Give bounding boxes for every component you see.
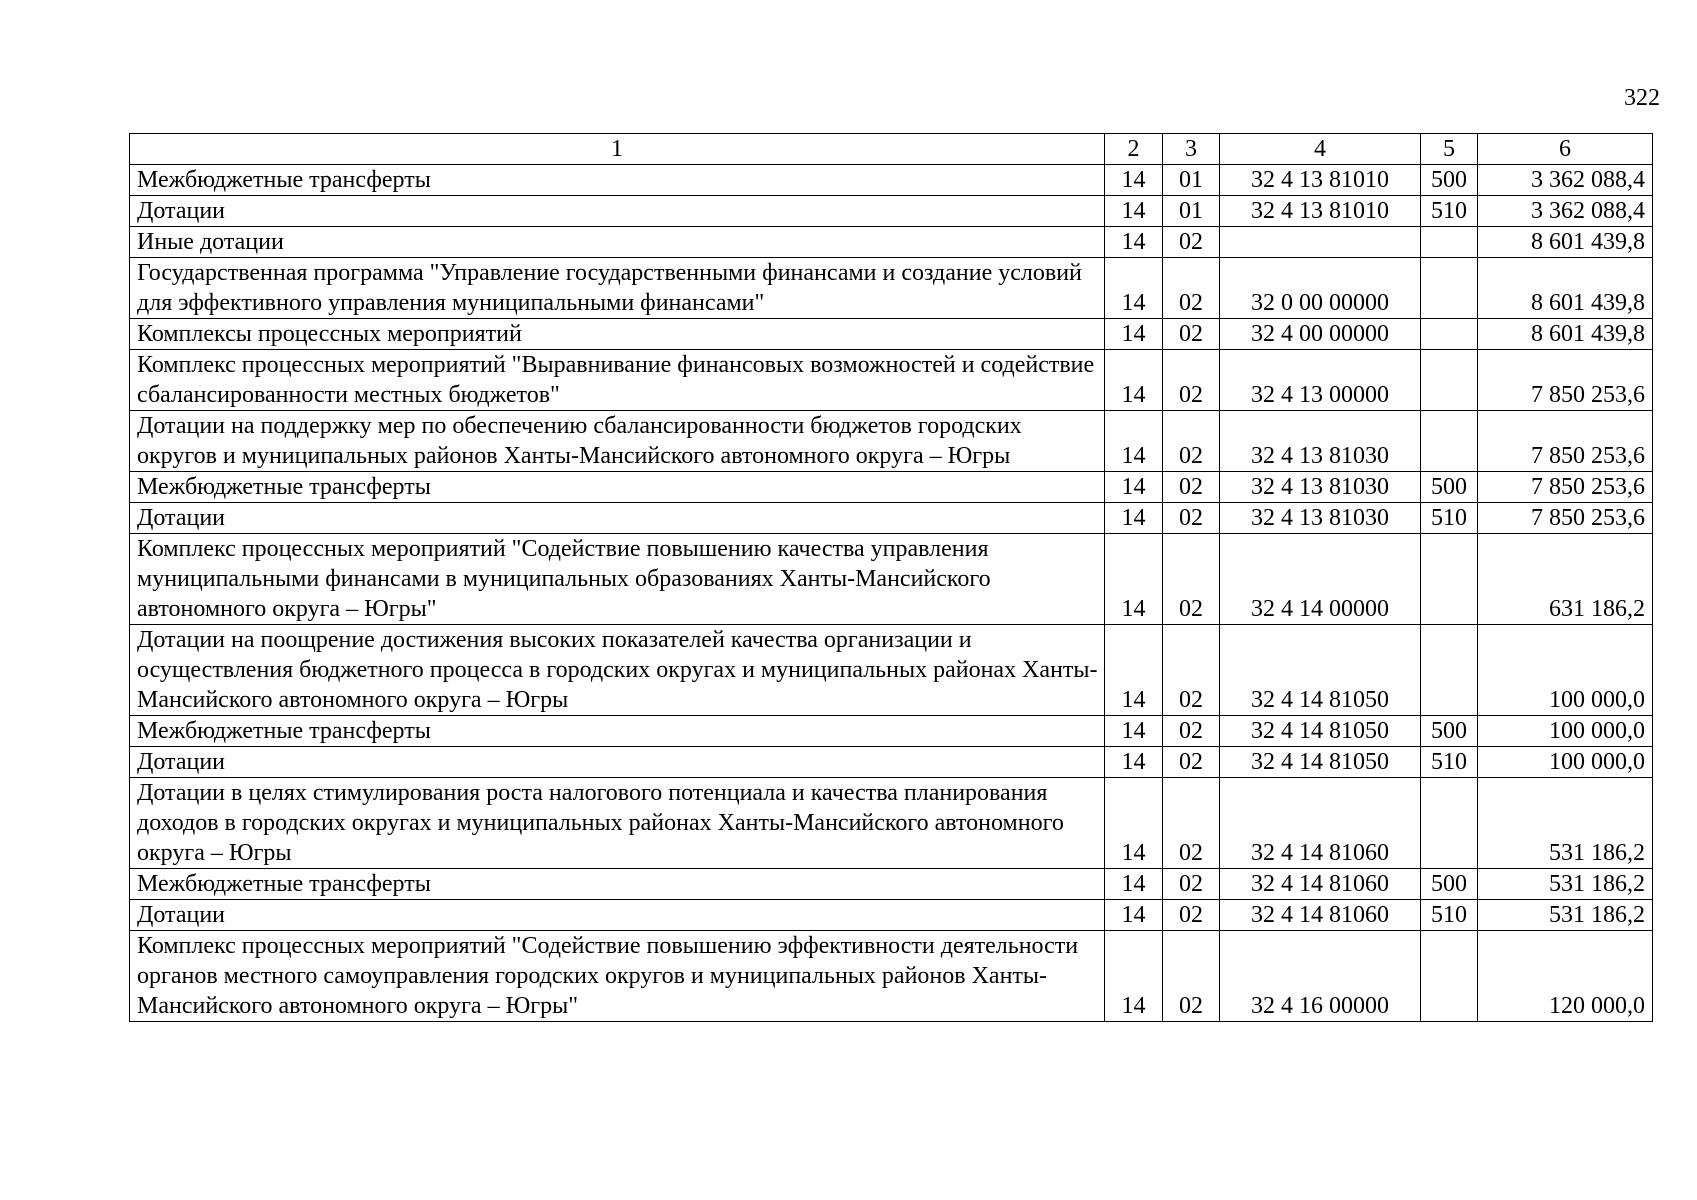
row-name-cell: Межбюджетные трансферты (130, 472, 1105, 503)
row-subsection-cell: 02 (1163, 534, 1220, 625)
row-amount-cell: 7 850 253,6 (1478, 472, 1653, 503)
row-name-cell: Государственная программа "Управление государственными финансами и создание условий для эффективного управления муниципальными финансами" (130, 258, 1105, 319)
row-subsection-cell: 02 (1163, 869, 1220, 900)
row-target-article-cell: 32 4 14 81050 (1220, 625, 1421, 716)
row-section-cell: 14 (1105, 900, 1163, 931)
header-col-4: 4 (1220, 134, 1421, 165)
row-amount-cell: 100 000,0 (1478, 747, 1653, 778)
row-target-article-cell: 32 0 00 00000 (1220, 258, 1421, 319)
row-target-article-cell: 32 4 14 00000 (1220, 534, 1421, 625)
row-expense-type-cell (1421, 534, 1478, 625)
row-amount-cell: 7 850 253,6 (1478, 411, 1653, 472)
table-row (130, 258, 1653, 319)
header-col-6: 6 (1478, 134, 1653, 165)
row-target-article-cell: 32 4 13 81010 (1220, 196, 1421, 227)
row-expense-type-cell: 510 (1421, 503, 1478, 534)
header-col-2: 2 (1105, 134, 1163, 165)
row-section-cell: 14 (1105, 625, 1163, 716)
row-target-article-cell: 32 4 00 00000 (1220, 319, 1421, 350)
row-target-article-cell: 32 4 14 81050 (1220, 716, 1421, 747)
row-section-cell: 14 (1105, 165, 1163, 196)
row-expense-type-cell (1421, 258, 1478, 319)
row-expense-type-cell (1421, 625, 1478, 716)
row-name-cell: Комплексы процессных мероприятий (130, 319, 1105, 350)
row-section-cell: 14 (1105, 747, 1163, 778)
row-amount-cell: 8 601 439,8 (1478, 319, 1653, 350)
table-row (130, 778, 1653, 869)
row-subsection-cell: 02 (1163, 258, 1220, 319)
row-name-cell: Межбюджетные трансферты (130, 716, 1105, 747)
row-section-cell: 14 (1105, 472, 1163, 503)
header-col-1: 1 (130, 134, 1105, 165)
row-section-cell: 14 (1105, 350, 1163, 411)
row-expense-type-cell (1421, 778, 1478, 869)
table-row (130, 319, 1653, 350)
row-target-article-cell: 32 4 14 81060 (1220, 778, 1421, 869)
row-amount-cell: 8 601 439,8 (1478, 258, 1653, 319)
row-amount-cell: 100 000,0 (1478, 716, 1653, 747)
row-name-cell: Дотации на поддержку мер по обеспечению сбалансированности бюджетов городских округов и муниципальных районов Ханты-Мансийского автономного округа – Югры (130, 411, 1105, 472)
row-subsection-cell: 02 (1163, 747, 1220, 778)
row-name-cell: Дотации в целях стимулирования роста налогового потенциала и качества планирования доходов в городских округах и муниципальных районах Ханты-Мансийского автономного округа – Югры (130, 778, 1105, 869)
row-target-article-cell: 32 4 13 81010 (1220, 165, 1421, 196)
row-amount-cell: 100 000,0 (1478, 625, 1653, 716)
row-amount-cell: 7 850 253,6 (1478, 503, 1653, 534)
row-section-cell: 14 (1105, 411, 1163, 472)
row-section-cell: 14 (1105, 503, 1163, 534)
row-subsection-cell: 02 (1163, 503, 1220, 534)
row-subsection-cell: 02 (1163, 778, 1220, 869)
table-row (130, 411, 1653, 472)
row-target-article-cell: 32 4 14 81060 (1220, 900, 1421, 931)
page-number: 322 (1624, 85, 1660, 111)
row-target-article-cell: 32 4 16 00000 (1220, 931, 1421, 1022)
row-name-cell: Комплекс процессных мероприятий "Содействие повышению качества управления муниципальными финансами в муниципальных образованиях Ханты-Мансийского автономного округа – Югры" (130, 534, 1105, 625)
row-subsection-cell: 02 (1163, 319, 1220, 350)
row-name-cell: Дотации (130, 747, 1105, 778)
row-expense-type-cell: 500 (1421, 472, 1478, 503)
row-section-cell: 14 (1105, 196, 1163, 227)
row-subsection-cell: 02 (1163, 350, 1220, 411)
header-col-3: 3 (1163, 134, 1220, 165)
table-row (130, 165, 1653, 196)
row-amount-cell: 8 601 439,8 (1478, 227, 1653, 258)
row-expense-type-cell: 500 (1421, 165, 1478, 196)
row-subsection-cell: 02 (1163, 411, 1220, 472)
row-amount-cell: 531 186,2 (1478, 900, 1653, 931)
row-target-article-cell (1220, 227, 1421, 258)
row-amount-cell: 3 362 088,4 (1478, 196, 1653, 227)
row-section-cell: 14 (1105, 716, 1163, 747)
row-target-article-cell: 32 4 13 81030 (1220, 503, 1421, 534)
row-subsection-cell: 02 (1163, 716, 1220, 747)
row-amount-cell: 631 186,2 (1478, 534, 1653, 625)
row-section-cell: 14 (1105, 319, 1163, 350)
table-row (130, 503, 1653, 534)
row-name-cell: Дотации (130, 503, 1105, 534)
row-target-article-cell: 32 4 13 81030 (1220, 472, 1421, 503)
row-name-cell: Иные дотации (130, 227, 1105, 258)
row-name-cell: Межбюджетные трансферты (130, 165, 1105, 196)
row-subsection-cell: 01 (1163, 196, 1220, 227)
row-expense-type-cell (1421, 411, 1478, 472)
row-section-cell: 14 (1105, 534, 1163, 625)
table-row (130, 931, 1653, 1022)
row-expense-type-cell: 500 (1421, 716, 1478, 747)
table-row (130, 350, 1653, 411)
row-name-cell: Межбюджетные трансферты (130, 869, 1105, 900)
row-section-cell: 14 (1105, 869, 1163, 900)
row-subsection-cell: 02 (1163, 227, 1220, 258)
row-target-article-cell: 32 4 14 81060 (1220, 869, 1421, 900)
row-section-cell: 14 (1105, 227, 1163, 258)
row-expense-type-cell (1421, 931, 1478, 1022)
row-subsection-cell: 01 (1163, 165, 1220, 196)
table-header-row (130, 134, 1653, 165)
row-amount-cell: 531 186,2 (1478, 778, 1653, 869)
budget-table (129, 133, 1653, 1022)
row-subsection-cell: 02 (1163, 931, 1220, 1022)
row-amount-cell: 531 186,2 (1478, 869, 1653, 900)
row-subsection-cell: 02 (1163, 900, 1220, 931)
row-expense-type-cell (1421, 319, 1478, 350)
table-row (130, 196, 1653, 227)
row-name-cell: Дотации (130, 196, 1105, 227)
row-target-article-cell: 32 4 13 81030 (1220, 411, 1421, 472)
row-amount-cell: 7 850 253,6 (1478, 350, 1653, 411)
row-expense-type-cell: 510 (1421, 900, 1478, 931)
row-name-cell: Дотации (130, 900, 1105, 931)
row-name-cell: Дотации на поощрение достижения высоких показателей качества организации и осуществления бюджетного процесса в городских округах и муниципальных районах Ханты-Мансийского автономного округа – Югры (130, 625, 1105, 716)
table-row (130, 716, 1653, 747)
row-expense-type-cell: 510 (1421, 747, 1478, 778)
table-row (130, 625, 1653, 716)
row-expense-type-cell (1421, 350, 1478, 411)
table-row (130, 747, 1653, 778)
row-section-cell: 14 (1105, 778, 1163, 869)
row-section-cell: 14 (1105, 931, 1163, 1022)
row-name-cell: Комплекс процессных мероприятий "Содействие повышению эффективности деятельности органов местного самоуправления городских округов и муниципальных районов Ханты-Мансийского автономного округа – Югры" (130, 931, 1105, 1022)
table-row (130, 900, 1653, 931)
row-amount-cell: 120 000,0 (1478, 931, 1653, 1022)
row-expense-type-cell: 510 (1421, 196, 1478, 227)
row-name-cell: Комплекс процессных мероприятий "Выравнивание финансовых возможностей и содействие сбалансированности местных бюджетов" (130, 350, 1105, 411)
table-row (130, 534, 1653, 625)
row-section-cell: 14 (1105, 258, 1163, 319)
header-col-5: 5 (1421, 134, 1478, 165)
table-row (130, 227, 1653, 258)
row-subsection-cell: 02 (1163, 625, 1220, 716)
row-amount-cell: 3 362 088,4 (1478, 165, 1653, 196)
row-subsection-cell: 02 (1163, 472, 1220, 503)
table-row (130, 472, 1653, 503)
row-expense-type-cell: 500 (1421, 869, 1478, 900)
row-target-article-cell: 32 4 13 00000 (1220, 350, 1421, 411)
table-body (130, 165, 1653, 1022)
table-row (130, 869, 1653, 900)
row-target-article-cell: 32 4 14 81050 (1220, 747, 1421, 778)
row-expense-type-cell (1421, 227, 1478, 258)
